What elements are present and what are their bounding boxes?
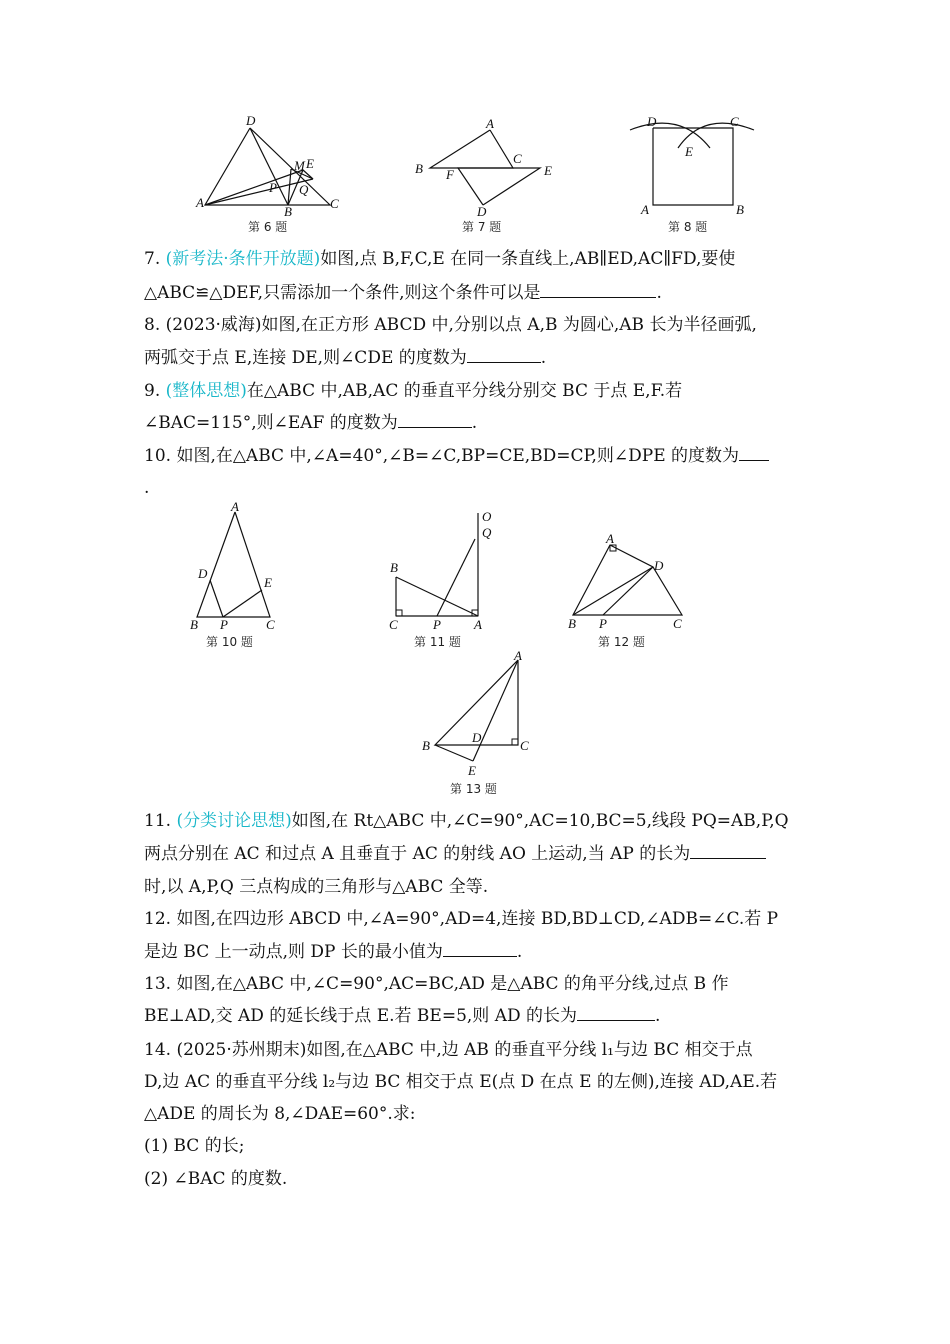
problem-12-line-1: 12. 如图,在四边形 ABCD 中,∠A=90°,AD=4,连接 BD,BD⊥CD,∠ADB=∠C.若 P [144, 909, 779, 929]
fig12-label-B: B [568, 616, 576, 631]
fig6-label-A: A [196, 195, 204, 210]
fig6-label-B: B [284, 204, 292, 219]
caption-fig11: 第 11 题 [414, 635, 461, 649]
fig8-label-D: D [647, 114, 657, 129]
fig8-label-A: A [641, 202, 649, 217]
answer-blank-11[interactable] [690, 842, 766, 859]
figure-8 [630, 110, 760, 220]
caption-fig12: 第 12 题 [598, 635, 645, 649]
fig12-label-C: C [673, 616, 682, 631]
answer-blank-13[interactable] [577, 1004, 655, 1021]
fig8-label-E: E [685, 144, 693, 159]
fig8-label-C: C [730, 114, 739, 129]
fig10-label-D: D [198, 566, 208, 581]
fig11-label-Q: Q [482, 525, 492, 540]
fig8-label-B: B [736, 202, 744, 217]
fig13-label-B: B [422, 738, 430, 753]
fig13-label-E: E [468, 763, 476, 778]
fig7-label-B: B [415, 161, 423, 176]
problem-14-line-3: △ADE 的周长为 8,∠DAE=60°.求: [144, 1104, 416, 1124]
problem-9-tag: (整体思想) [165, 381, 247, 401]
problem-12-line-2: 是边 BC 上一动点,则 DP 长的最小值为 . [144, 942, 523, 962]
figure-11 [385, 505, 505, 635]
problem-10-line-1: 10. 如图,在△ABC 中,∠A=40°,∠B=∠C,BP=CE,BD=CP,则∠DPE 的度数为 [144, 444, 769, 468]
caption-fig6: 第 6 题 [248, 220, 288, 234]
figure-13 [420, 648, 540, 778]
fig12-label-D: D [654, 558, 664, 573]
fig6-label-E: E [306, 156, 314, 171]
problem-10-line-2: . [144, 478, 150, 498]
problem-7-line-2: △ABC≌△DEF,只需添加一个条件,则这个条件可以是 . [144, 283, 662, 303]
fig13-label-C: C [520, 738, 529, 753]
fig11-label-C: C [389, 617, 398, 632]
fig10-label-E: E [264, 575, 272, 590]
fig7-label-C: C [513, 151, 522, 166]
fig11-label-A: A [474, 617, 482, 632]
fig10-label-C: C [266, 617, 275, 632]
fig13-label-D: D [472, 730, 482, 745]
fig12-label-P: P [599, 616, 607, 631]
problem-8-line-2: 两弧交于点 E,连接 DE,则∠CDE 的度数为 . [144, 348, 547, 368]
fig10-label-A: A [231, 499, 239, 514]
fig7-label-D: D [477, 204, 487, 219]
problem-14-line-1: 14. (2025·苏州期末)如图,在△ABC 中,边 AB 的垂直平分线 l₁与边 BC 相交于点 [144, 1040, 753, 1060]
fig11-label-O: O [482, 509, 492, 524]
fig11-label-B: B [390, 560, 398, 575]
figure-12 [565, 530, 690, 630]
fig13-label-A: A [514, 648, 522, 663]
problem-14-question-2: (2) ∠BAC 的度数. [144, 1169, 288, 1189]
figure-6 [195, 113, 355, 219]
problem-9-line-2: ∠BAC=115°,则∠EAF 的度数为 . [144, 413, 478, 433]
caption-fig8: 第 8 题 [668, 220, 708, 234]
fig6-label-Q: Q [299, 182, 309, 197]
figure-10 [185, 500, 285, 630]
problem-11-line-1: 11. (分类讨论思想)如图,在 Rt△ABC 中,∠C=90°,AC=10,BC=5,线段 PQ=AB,P,Q [144, 811, 789, 831]
fig10-label-B: B [190, 617, 198, 632]
problem-11-line-3: 时,以 A,P,Q 三点构成的三角形与△ABC 全等. [144, 877, 489, 897]
problem-7-line-1: 7. (新考法·条件开放题)如图,点 B,F,C,E 在同一条直线上,AB∥ED,AC∥FD,要使 [144, 249, 736, 269]
fig11-label-P: P [433, 617, 441, 632]
answer-blank-12[interactable] [443, 940, 517, 957]
fig6-label-P: P [269, 180, 277, 195]
caption-fig10: 第 10 题 [206, 635, 253, 649]
fig6-label-D: D [246, 113, 256, 128]
caption-fig7: 第 7 题 [462, 220, 502, 234]
fig7-label-A: A [486, 116, 494, 131]
answer-blank-10[interactable] [739, 444, 769, 461]
problem-9-line-1: 9. (整体思想)在△ABC 中,AB,AC 的垂直平分线分别交 BC 于点 E,F.若 [144, 381, 683, 401]
caption-fig13: 第 13 题 [450, 782, 497, 796]
problem-11-tag: (分类讨论思想) [176, 811, 292, 831]
fig7-label-E: E [544, 163, 552, 178]
fig7-label-F: F [446, 167, 454, 182]
problem-8-line-1: 8. (2023·威海)如图,在正方形 ABCD 中,分别以点 A,B 为圆心,AB 长为半径画弧, [144, 315, 757, 335]
fig6-label-C: C [330, 196, 339, 211]
answer-blank-8[interactable] [467, 346, 541, 363]
answer-blank-9[interactable] [398, 411, 472, 428]
fig6-label-M: M [294, 158, 305, 173]
problem-13-line-2: BE⊥AD,交 AD 的延长线于点 E.若 BE=5,则 AD 的长为 . [144, 1006, 661, 1026]
problem-11-line-2: 两点分别在 AC 和过点 A 且垂直于 AC 的射线 AO 上运动,当 AP 的长为 [144, 842, 766, 866]
figure-7 [410, 115, 560, 219]
problem-13-line-1: 13. 如图,在△ABC 中,∠C=90°,AC=BC,AD 是△ABC 的角平分线,过点 B 作 [144, 974, 729, 994]
answer-blank-7[interactable] [540, 281, 656, 298]
problem-7-tag: (新考法·条件开放题) [165, 249, 321, 269]
problem-14-line-2: D,边 AC 的垂直平分线 l₂与边 BC 相交于点 E(点 D 在点 E 的左侧),连接 AD,AE.若 [144, 1072, 778, 1092]
problem-14-question-1: (1) BC 的长; [144, 1136, 245, 1156]
fig10-label-P: P [220, 617, 228, 632]
fig12-label-A: A [606, 531, 614, 546]
